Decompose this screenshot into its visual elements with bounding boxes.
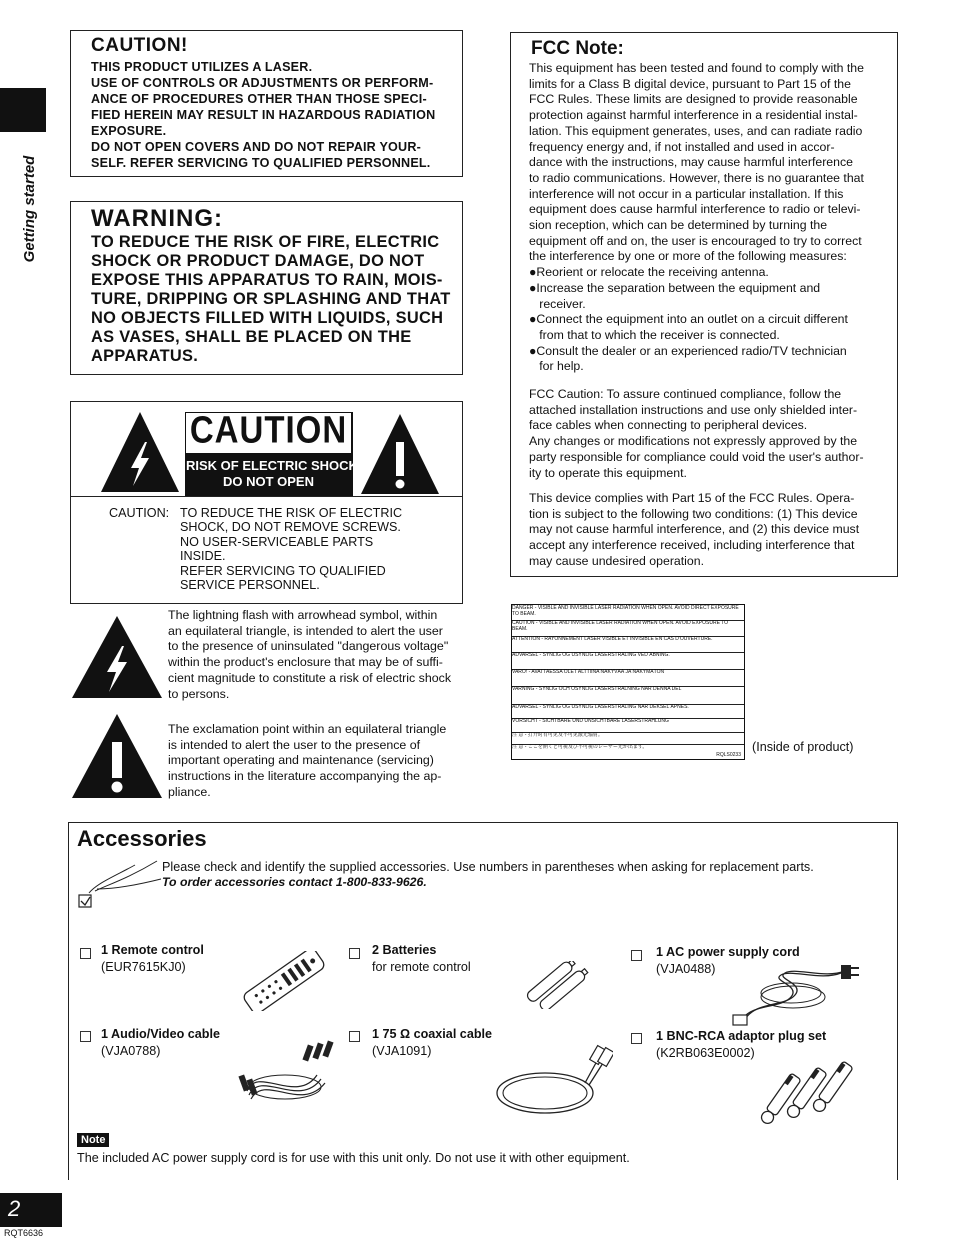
shock-caution-line: SERVICE PERSONNEL.	[180, 578, 320, 593]
shock-label-box	[70, 401, 463, 604]
lightning-desc-line: The lightning flash with arrowhead symbol, within	[168, 608, 438, 622]
lightning-desc-line: to the presence of uninsulated "dangerous voltage"	[168, 639, 449, 654]
exclamation-desc-line: pliance.	[168, 784, 211, 799]
accessories-box	[68, 822, 898, 1180]
batteries-image	[523, 961, 595, 1009]
batteries-checkbox[interactable]	[349, 948, 360, 959]
fcc-line: from that to which the receiver is connected.	[529, 327, 780, 342]
fcc-line: equipment does cause harmful interference to radio or televi-	[529, 202, 861, 217]
fcc-line: lation. This equipment generates, uses, and can radiate radio	[529, 123, 863, 138]
shock-caution-line: REFER SERVICING TO QUALIFIED	[180, 563, 386, 578]
warning-line: AS VASES, SHALL BE PLACED ON THE	[91, 328, 412, 346]
accessories-title: Accessories	[77, 826, 207, 851]
ac-cord-code: (VJA0488)	[656, 962, 716, 976]
av-cable-name: 1 Audio/Video cable	[101, 1027, 220, 1041]
shock-caution-text	[180, 506, 402, 592]
fcc-line: frequency energy and, if not installed and used in accor-	[529, 139, 835, 154]
fcc-line: This device complies with Part 15 of the FCC Rules. Opera-	[529, 491, 855, 505]
fcc-line: protection against harmful interference in a residential instal-	[529, 108, 858, 123]
warning-line: TURE, DRIPPING OR SPLASHING AND THAT	[91, 290, 451, 308]
fcc-line: for help.	[529, 359, 584, 374]
remote-control-code: (EUR7615KJ0)	[101, 960, 186, 974]
laser-label-caption: (Inside of product)	[752, 740, 854, 754]
note-badge: Note	[77, 1133, 109, 1147]
document-code: RQT6636	[4, 1228, 44, 1238]
lightning-desc-line: to persons.	[168, 686, 230, 701]
av-cable-image	[237, 1035, 337, 1105]
batteries-code: for remote control	[372, 960, 471, 974]
bnc-rca-image	[759, 1061, 855, 1129]
warning-line: SHOCK OR PRODUCT DAMAGE, DO NOT	[91, 252, 425, 270]
caution-line: DO NOT OPEN COVERS AND DO NOT REPAIR YOUR-	[91, 140, 422, 154]
fcc-line: dance with the instructions, may cause harmful interference	[529, 155, 853, 170]
ac-cord-checkbox[interactable]	[631, 950, 642, 961]
fcc-line: tion is subject to the following two conditions: (1) This device	[529, 506, 858, 521]
fcc-line: ●Increase the separation between the equipment and	[529, 280, 821, 295]
exclamation-description	[168, 722, 446, 801]
warning-title: WARNING:	[91, 205, 223, 232]
caution-line: THIS PRODUCT UTILIZES A LASER.	[91, 60, 313, 74]
fcc-line: may not cause harmful interference, and (2) this device must	[529, 522, 860, 537]
fcc-line: the interference by one or more of the following measures:	[529, 249, 847, 264]
lightning-symbol-icon	[70, 614, 164, 700]
fcc-line: This equipment has been tested and found to comply with the	[529, 61, 864, 75]
fcc-line: receiver.	[529, 296, 586, 311]
accessories-intro: Please check and identify the supplied accessories. Use numbers in parentheses when asking for replacement parts.	[162, 860, 814, 874]
lightning-desc-line: within the product's enclosure that may be of suffi-	[168, 655, 443, 670]
caution-line: SELF. REFER SERVICING TO QUALIFIED PERSONNEL.	[91, 156, 431, 170]
fcc-paragraph-2	[529, 387, 864, 481]
batteries-name: 2 Batteries	[372, 943, 437, 957]
caution-line: EXPOSURE.	[91, 124, 167, 138]
coaxial-cable-code: (VJA1091)	[372, 1044, 432, 1058]
laser-label-row: VORSICHT - SICHTBARE UND UNSICHTBARE LASERSTRAHLUNG	[512, 718, 744, 733]
caution-badge-sub1: RISK OF ELECTRIC SHOCK	[186, 458, 358, 473]
shock-caution-prefix: CAUTION:	[109, 506, 170, 520]
remote-control-name: 1 Remote control	[101, 943, 204, 957]
caution-line: FIED HEREIN MAY RESULT IN HAZARDOUS RADIATION	[91, 108, 436, 122]
fcc-paragraph-1	[529, 61, 864, 375]
laser-label-row: 注 意 - 打开时有可见及不可见激光辐射。	[512, 732, 744, 745]
warning-line: TO REDUCE THE RISK OF FIRE, ELECTRIC	[91, 233, 440, 251]
av-cable-checkbox[interactable]	[80, 1031, 91, 1042]
laser-label-row: ADVARSEL - SYNLIG OG USYNLIG LASERSTRÅLING VED ÅBNING.	[512, 652, 744, 670]
page-number: 2	[8, 1196, 21, 1221]
laser-label-row: VARNING - SYNLIG OCH OSYNLIG LASERSTRÅLNING NÄR DENNA DEL	[512, 686, 744, 705]
shock-caution-line: NO USER-SERVICEABLE PARTS	[180, 534, 374, 549]
fcc-title: FCC Note:	[531, 38, 624, 59]
lightning-desc-line: cient magnitude to constitute a risk of electric shock	[168, 670, 452, 685]
caution-badge-title: CAUTION	[189, 408, 348, 451]
warning-text	[91, 233, 451, 366]
laser-label-row: 注 意 - ここを開くと可視及び不可視のレーザー光が出ます。	[512, 744, 648, 750]
warning-box	[70, 201, 463, 375]
fcc-line: FCC Rules. These limits are designed to provide reasonable	[529, 92, 858, 107]
caution-title: CAUTION!	[91, 35, 188, 56]
fcc-line: attached installation instructions and use only shielded inter-	[529, 402, 858, 417]
remote-control-checkbox[interactable]	[80, 948, 91, 959]
fcc-note-box	[510, 32, 898, 577]
exclamation-symbol-icon	[70, 712, 164, 800]
caution-box	[70, 30, 463, 177]
fcc-line: limits for a Class B digital device, pursuant to Part 15 of the	[529, 76, 851, 91]
fcc-line: party responsible for compliance could void the user's author-	[529, 449, 864, 464]
ac-cord-name: 1 AC power supply cord	[656, 945, 800, 959]
laser-label-row: DANGER - VISIBLE AND INVISIBLE LASER RADIATION WHEN OPEN. AVOID DIRECT EXPOSURE TO BEAM.	[512, 605, 744, 621]
lightning-warning-icon	[99, 410, 181, 494]
fcc-line: face cables when connecting to peripheral devices.	[529, 418, 808, 433]
fcc-line: ●Connect the equipment into an outlet on a circuit different	[529, 312, 848, 327]
lightning-description	[168, 608, 451, 702]
lightning-desc-line: an equilateral triangle, is intended to alert the user	[168, 623, 443, 638]
shock-caution-line: INSIDE.	[180, 549, 226, 564]
shock-caution-line: SHOCK, DO NOT REMOVE SCREWS.	[180, 520, 401, 535]
remote-control-image	[239, 951, 329, 1011]
fcc-line: FCC Caution: To assure continued compliance, follow the	[529, 387, 842, 401]
warning-line: EXPOSE THIS APPARATUS TO RAIN, MOIS-	[91, 271, 443, 289]
fcc-line: to radio communications. However, there is no guarantee that	[529, 170, 864, 185]
fcc-line: ●Reorient or relocate the receiving antenna.	[529, 265, 769, 280]
warning-line: APPARATUS.	[91, 347, 199, 365]
bnc-rca-checkbox[interactable]	[631, 1033, 642, 1044]
fcc-line: may cause undesired operation.	[529, 553, 704, 568]
caution-badge-sub2: DO NOT OPEN	[222, 474, 314, 489]
bnc-rca-name: 1 BNC-RCA adaptor plug set	[656, 1029, 827, 1043]
exclamation-desc-line: important operating and maintenance (servicing)	[168, 753, 434, 768]
caution-text	[91, 59, 435, 171]
fcc-line: Any changes or modifications not expressly approved by the	[529, 434, 858, 449]
exclamation-desc-line: instructions in the literature accompanying the ap-	[168, 769, 442, 784]
caution-badge	[185, 408, 358, 496]
coaxial-cable-checkbox[interactable]	[349, 1031, 360, 1042]
laser-label-row: CAUTION - VISIBLE AND INVISIBLE LASER RADIATION WHEN OPEN. AVOID EXPOSURE TO BEAM.	[512, 620, 744, 637]
warning-line: NO OBJECTS FILLED WITH LIQUIDS, SUCH	[91, 309, 444, 327]
fcc-paragraph-3	[529, 491, 859, 570]
exclamation-warning-icon	[359, 412, 441, 496]
fcc-line: equipment off and on, the user is encouraged to try to correct	[529, 233, 862, 248]
note-text: The included AC power supply cord is for use with this unit only. Do not use it with other equipment.	[77, 1151, 630, 1165]
ac-cord-image	[731, 963, 861, 1027]
exclamation-desc-line: is intended to alert the user to the presence of	[168, 737, 421, 752]
checklist-pen-icon	[77, 859, 163, 909]
laser-warning-label	[511, 604, 745, 760]
fcc-line: ity to operate this equipment.	[529, 465, 687, 480]
fcc-line: interference will not occur in a particular installation. If this	[529, 186, 844, 201]
side-tab-block	[0, 88, 46, 132]
side-tab-label: Getting started	[21, 155, 38, 263]
laser-label-row: ATTENTION - RAYONNEMENT LASER VISIBLE ET INVISIBLE EN CAS D'OUVERTURE.	[512, 636, 744, 653]
exclamation-desc-line: The exclamation point within an equilateral triangle	[168, 722, 447, 736]
fcc-line: sion reception, which can be determined by turning the	[529, 218, 828, 233]
laser-label-code: RQLS0233	[716, 752, 741, 758]
fcc-line: accept any interference received, including interference that	[529, 538, 855, 553]
coaxial-cable-image	[493, 1039, 613, 1119]
coaxial-cable-name: 1 75 Ω coaxial cable	[372, 1027, 493, 1041]
av-cable-code: (VJA0788)	[101, 1044, 161, 1058]
laser-label-row: VARO! - AVATTAESSA OLET ALTTIINA NÄKYVÄÄ JA NÄKYMÄTÖN	[512, 669, 744, 687]
caution-line: USE OF CONTROLS OR ADJUSTMENTS OR PERFORM-	[91, 76, 434, 90]
shock-caution-line: TO REDUCE THE RISK OF ELECTRIC	[180, 506, 403, 520]
bnc-rca-code: (K2RB063E0002)	[656, 1046, 755, 1060]
accessories-order: To order accessories contact 1-800-833-9626.	[162, 875, 427, 889]
shock-label-divider	[71, 496, 462, 497]
caution-line: ANCE OF PROCEDURES OTHER THAN THOSE SPECI-	[91, 92, 427, 106]
laser-label-row: ADVARSEL - SYNLIG OG USYNLIG LASERSTRÅLING NÅR DEKSEL ÅPNES.	[512, 704, 744, 719]
fcc-line: ●Consult the dealer or an experienced radio/TV technician	[529, 343, 847, 358]
